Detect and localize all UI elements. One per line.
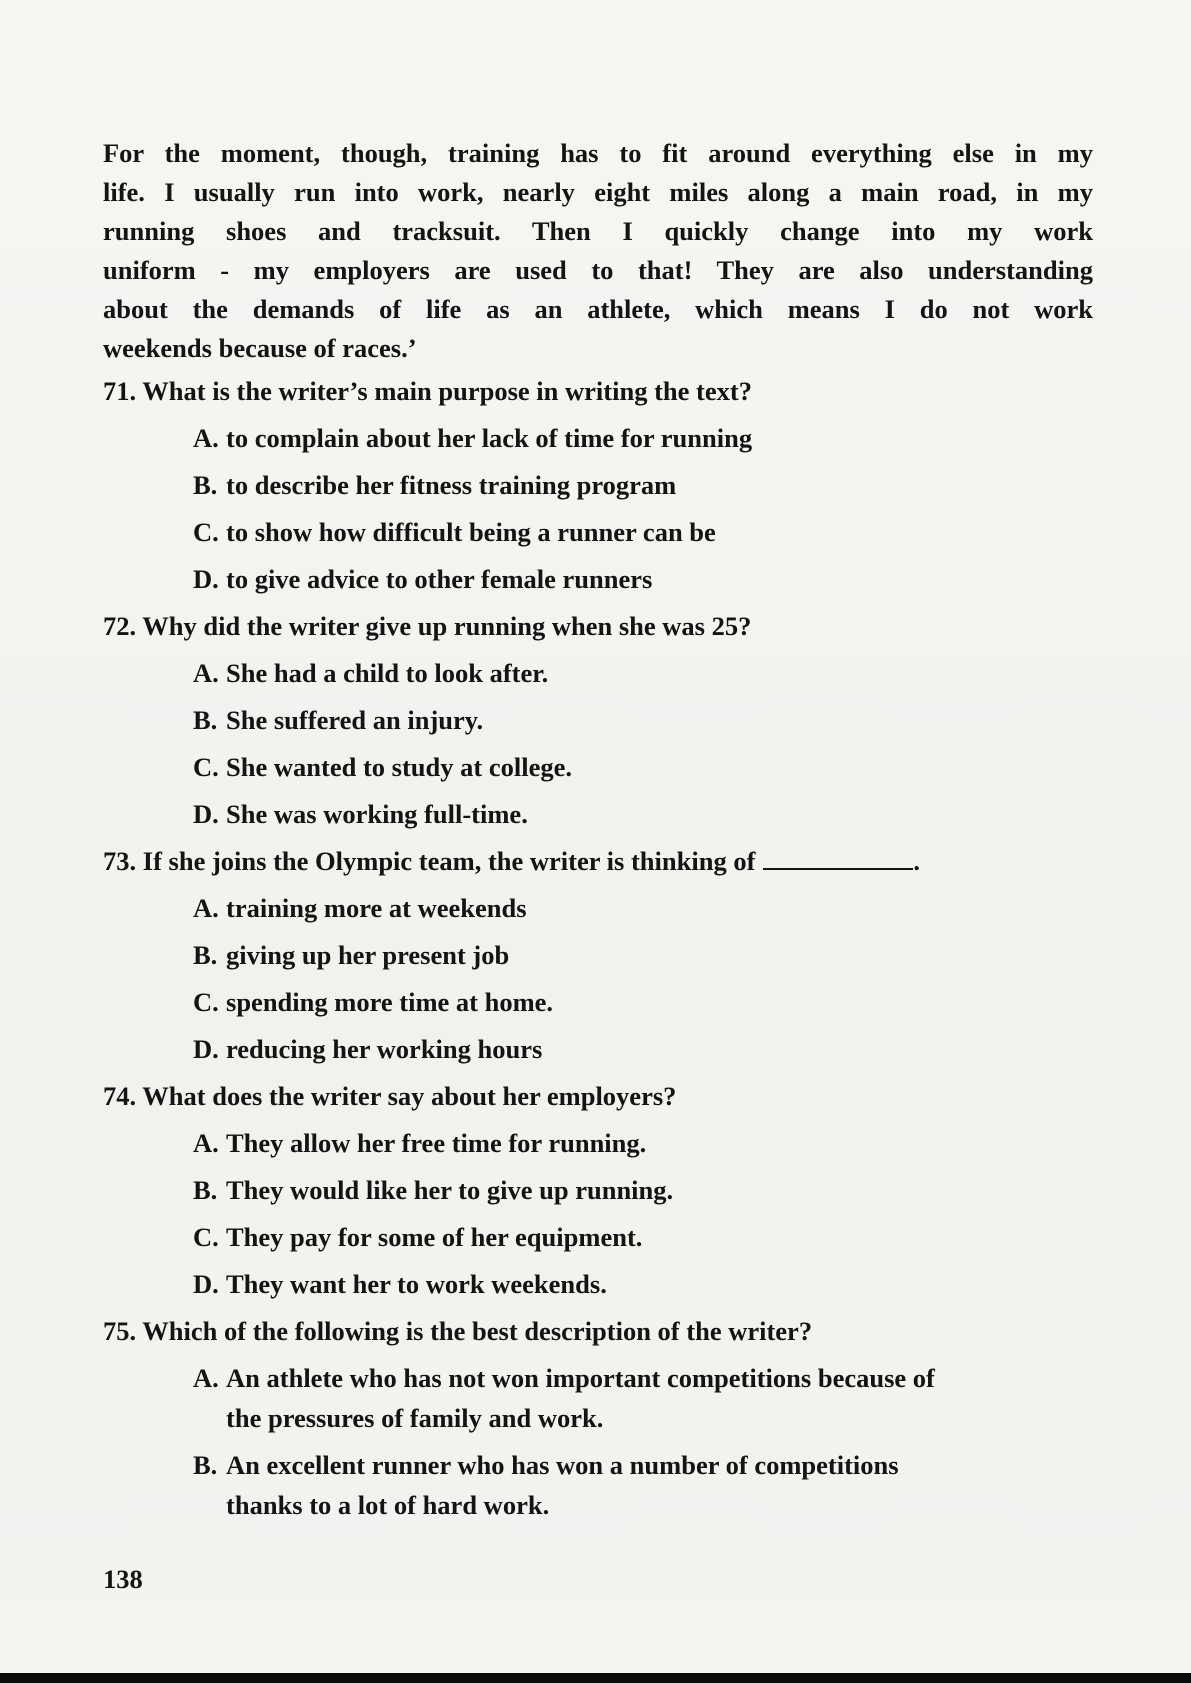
passage-line: running shoes and tracksuit. Then I quickly change into my work: [103, 216, 1093, 246]
option-c: [103, 744, 1093, 791]
option-text: to complain about her lack of time for running: [226, 423, 753, 453]
option-letter: A.: [193, 658, 219, 688]
option-text: spending more time at home.: [226, 987, 554, 1017]
option-list: [103, 885, 1093, 1073]
passage-line: life. I usually run into work, nearly eight miles along a main road, in my: [103, 177, 1093, 207]
option-a: [103, 1120, 1093, 1167]
passage-line: uniform - my employers are used to that! They are also understanding: [103, 255, 1093, 285]
question-stem-end: .: [913, 846, 921, 876]
option-a: [103, 650, 1093, 697]
option-text-line-1: An excellent runner who has won a number of competitions: [226, 1450, 899, 1480]
option-letter: B.: [193, 470, 218, 500]
option-text: reducing her working hours: [226, 1034, 543, 1064]
option-letter: C.: [193, 987, 219, 1017]
option-text-line-1: An athlete who has not won important competitions because of: [226, 1363, 935, 1393]
answer-blank: [763, 846, 913, 870]
option-d: [103, 1261, 1093, 1308]
option-text: to describe her fitness training program: [226, 470, 677, 500]
question-72: [103, 603, 1093, 838]
page-content: [103, 134, 1093, 1529]
option-text: training more at weekends: [226, 893, 527, 923]
option-letter: C.: [193, 517, 219, 547]
option-letter: A.: [193, 893, 219, 923]
option-text: She wanted to study at college.: [226, 752, 572, 782]
option-b: [103, 1167, 1093, 1214]
option-letter: C.: [193, 752, 219, 782]
option-text: to give advice to other female runners: [226, 564, 653, 594]
question-stem: 75. Which of the following is the best description of the writer?: [103, 1316, 813, 1346]
option-letter: D.: [193, 799, 219, 829]
option-letter: B.: [193, 705, 218, 735]
option-a: [103, 885, 1093, 932]
option-text: They pay for some of her equipment.: [226, 1222, 643, 1252]
option-text: giving up her present job: [226, 940, 510, 970]
option-text-line-2: thanks to a lot of hard work.: [226, 1490, 550, 1520]
option-list: [103, 415, 1093, 603]
option-a: [103, 1355, 1093, 1442]
option-letter: D.: [193, 1269, 219, 1299]
option-c: [103, 979, 1093, 1026]
question-75: [103, 1308, 1093, 1529]
option-letter: A.: [193, 423, 219, 453]
option-c: [103, 1214, 1093, 1261]
question-stem: 72. Why did the writer give up running when she was 25?: [103, 611, 752, 641]
option-text: She suffered an injury.: [226, 705, 484, 735]
option-text: She had a child to look after.: [226, 658, 549, 688]
option-a: [103, 415, 1093, 462]
passage-line: about the demands of life as an athlete, which means I do not work: [103, 294, 1093, 324]
question-74: [103, 1073, 1093, 1308]
option-d: [103, 1026, 1093, 1073]
option-text: They would like her to give up running.: [226, 1175, 674, 1205]
option-d: [103, 791, 1093, 838]
option-text: They want her to work weekends.: [226, 1269, 607, 1299]
option-letter: B.: [193, 1450, 218, 1480]
option-letter: D.: [193, 564, 219, 594]
option-list: [103, 650, 1093, 838]
option-b: [103, 932, 1093, 979]
question-71: [103, 368, 1093, 603]
scan-bottom-edge: [0, 1673, 1191, 1683]
question-stem-line: [103, 838, 1093, 885]
passage-line: For the moment, though, training has to fit around everything else in my: [103, 138, 1093, 168]
option-list: [103, 1120, 1093, 1308]
question-73: [103, 838, 1093, 1073]
option-d: [103, 556, 1093, 603]
option-letter: A.: [193, 1128, 219, 1158]
question-stem: 73. If she joins the Olympic team, the writer is thinking of: [103, 846, 756, 876]
option-b: [103, 697, 1093, 744]
option-text-line-2: the pressures of family and work.: [226, 1403, 604, 1433]
option-letter: A.: [193, 1363, 219, 1393]
passage-line: weekends because of races.’: [103, 333, 417, 363]
passage-paragraph: [103, 134, 1093, 368]
option-letter: B.: [193, 940, 218, 970]
question-stem: 71. What is the writer’s main purpose in writing the text?: [103, 376, 752, 406]
option-letter: D.: [193, 1034, 219, 1064]
page-number: 138: [103, 1564, 143, 1594]
option-b: [103, 462, 1093, 509]
option-text: They allow her free time for running.: [226, 1128, 647, 1158]
option-b: [103, 1442, 1093, 1529]
question-stem: 74. What does the writer say about her employers?: [103, 1081, 677, 1111]
option-letter: C.: [193, 1222, 219, 1252]
option-letter: B.: [193, 1175, 218, 1205]
option-list: [103, 1355, 1093, 1529]
option-text: to show how difficult being a runner can be: [226, 517, 716, 547]
option-c: [103, 509, 1093, 556]
option-text: She was working full-time.: [226, 799, 528, 829]
